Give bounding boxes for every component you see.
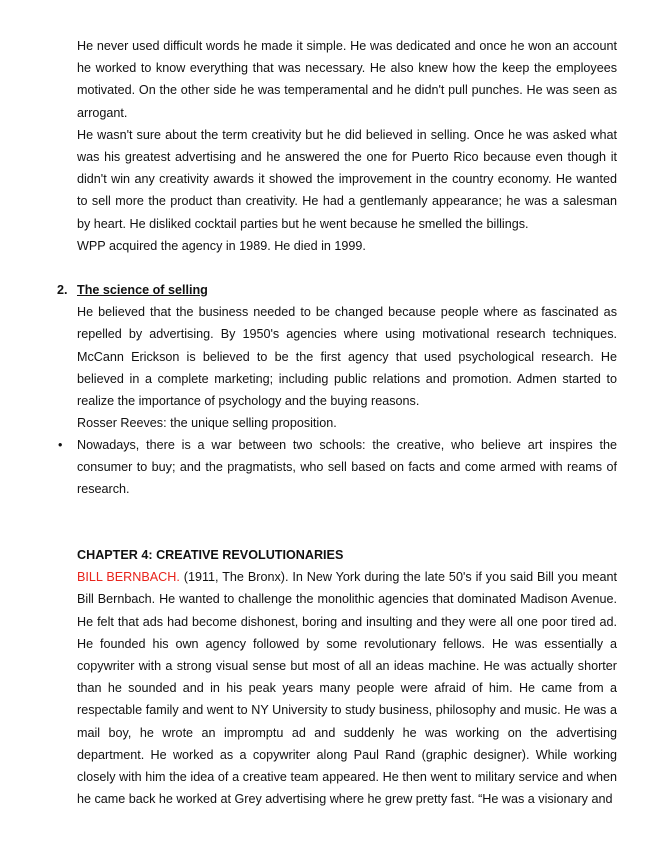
paragraph-rosser-reeves: Rosser Reeves: the unique selling proposition.: [77, 416, 337, 431]
bullet-item: [77, 434, 617, 501]
paragraph-creativity: He wasn't sure about the term creativity but he did believed in selling. Once he was asked what was his greatest advertising and he answered the one for Puerto Rico because even though it didn't win any creativity awards it showed the improvement in the country economy. He wanted to sell more the product than creativity. He had a gentlemanly appearance; he was a salesman by heart. He disliked cocktail parties but he went because he smelled the billings.: [77, 127, 617, 231]
chapter-title: CHAPTER 4: CREATIVE REVOLUTIONARIES: [77, 548, 344, 562]
section-science-of-selling: [77, 279, 617, 434]
section-title: The science of selling: [77, 283, 208, 297]
bernbach-text: (1911, The Bronx). In New York during the late 50's if you said Bill you meant Bill Bernbach. He wanted to challenge the monolithic agencies that dominated Madison Avenue. He felt that ads had become dishonest, boring and insulting and they were all one poor tired ad. He founded his own agency followed by some revolutionary fellows. He was essentially a copywriter with a strong visual sense but most of all an ideas machine. He was actually shorter than he sounded and in his peak years many people were afraid of him. He came from a respectable family and went to NY University to study business, philosophy and music. He was a mail boy, he wrote an impromptu ad and suddenly he was working on the advertising department. He worked as a copywriter along Paul Rand (graphic designer). While working closely with him the idea of a creative team appeared. He then went to military service and when he came back he worked at Grey advertising where he grew pretty fast. “He was a visionary and: [77, 570, 617, 807]
highlighted-name: BILL BERNBACH.: [77, 570, 180, 585]
paragraph-ogilvy-style: He never used difficult words he made it simple. He was dedicated and once he won an account he worked to know everything that was necessary. He also knew how the keep the employees motivated. On the other side he was temperamental and he didn't pull punches. He was seen as arrogant.: [77, 39, 617, 120]
bullet-text: Nowadays, there is a war between two schools: the creative, who believe art inspires the consumer to buy; and the pragmatists, who sell based on facts and come armed with reams of research.: [77, 438, 617, 497]
bullet-glyph: •: [58, 438, 63, 452]
intro-text-block: [77, 35, 617, 257]
paragraph-science: He believed that the business needed to be changed because people where as fascinated as repelled by advertising. By 1950's agencies where using motivational research techniques. McCann Erickson is believed to be the first agency that used psychological research. He believed in a complete marketing; including public relations and promotion. Admen started to realize the importance of psychology and the buying reasons.: [77, 305, 617, 409]
section-number: 2.: [57, 283, 68, 297]
paragraph-wpp: WPP acquired the agency in 1989. He died in 1999.: [77, 238, 366, 253]
chapter-4-block: [77, 544, 617, 810]
paragraph-bill-bernbach: [77, 566, 617, 810]
